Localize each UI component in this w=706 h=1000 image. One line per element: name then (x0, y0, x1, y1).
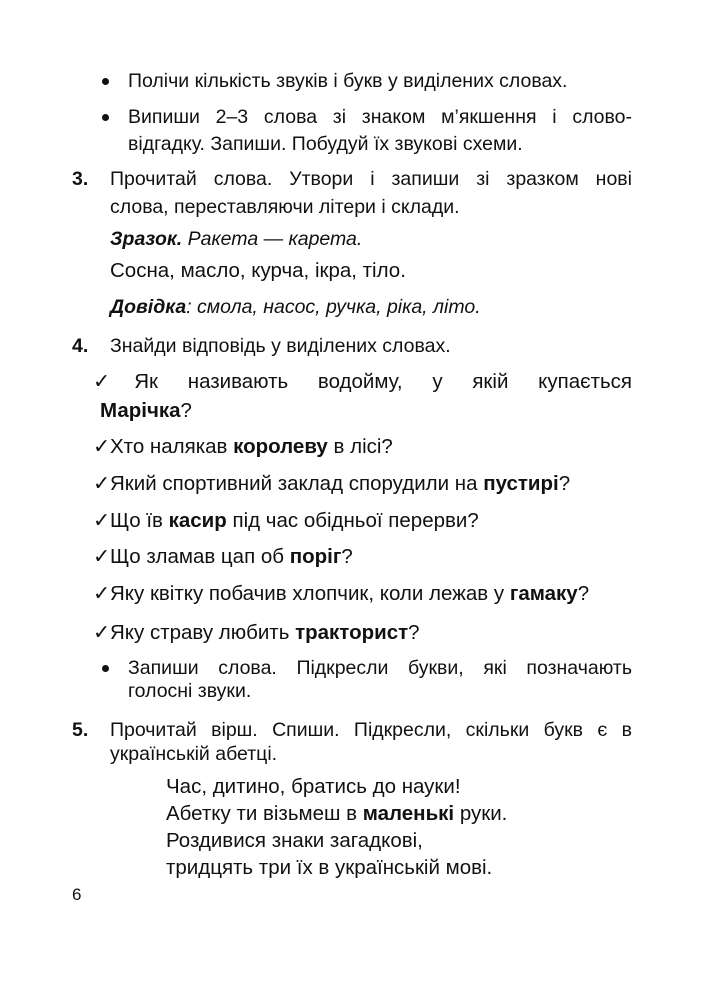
task-number-3: 3. (72, 168, 89, 190)
task4-bullet-line2: голосні звуки. (128, 680, 252, 702)
sample-label: Зразок. (110, 228, 183, 250)
bullet-marker (102, 665, 109, 672)
poem-line-3: Роздивися знаки загадкові, (166, 829, 423, 852)
task-number-4: 4. (72, 335, 89, 357)
highlighted-word: маленькі (362, 802, 455, 825)
highlighted-word: королеву (233, 435, 328, 458)
question-5: ✓Що зламав цап об поріг? (93, 543, 353, 571)
task4-bullet-line1: Запиши слова. Підкресли букви, які позначають (128, 657, 632, 679)
instruction-write-words-line1: Випиши 2–3 слова зі знаком м’якшення і слово- (128, 106, 632, 128)
task5-instruction-line1: Прочитай вірш. Спиши. Підкресли, скільки букв є в (110, 719, 632, 741)
highlighted-word: пустирі (483, 472, 559, 495)
question-1-line2: Марічка? (100, 399, 192, 422)
hint-text: : смола, насос, ручка, ріка, літо. (186, 296, 481, 318)
task3-words: Сосна, масло, курча, ікра, тіло. (110, 259, 406, 282)
task4-instruction: Знайди відповідь у виділених словах. (110, 335, 451, 357)
task3-sample (110, 226, 362, 253)
check-icon: ✓ (93, 472, 111, 495)
check-icon: ✓ (93, 370, 135, 393)
instruction-count-sounds: Полічи кількість звуків і букв у виділених словах. (128, 70, 568, 92)
question-7: ✓Яку страву любить тракторист? (93, 619, 420, 647)
check-icon: ✓ (93, 545, 111, 568)
instruction-write-words-line2: відгадку. Запиши. Побудуй їх звукові схеми. (128, 133, 523, 155)
page-number: 6 (72, 885, 82, 904)
question-1-line1: ✓Як називають водойму, у якій купається (93, 370, 632, 393)
sample-text: Ракета — карета. (182, 228, 363, 250)
task-number-5: 5. (72, 719, 89, 741)
poem-line-1: Час, дитино, братись до науки! (166, 775, 461, 798)
task3-instruction-line1: Прочитай слова. Утвори і запиши зі зразком нові (110, 168, 632, 190)
highlighted-word: тракторист (295, 621, 409, 644)
question-2: ✓Хто налякав королеву в лісі? (93, 433, 393, 461)
bullet-marker (102, 78, 109, 85)
check-icon: ✓ (93, 435, 111, 458)
question-4: ✓Що їв касир під час обідньої перерви? (93, 507, 479, 535)
check-icon: ✓ (93, 621, 111, 644)
poem-line-4: тридцять три їх в українській мові. (166, 856, 493, 879)
highlighted-word: касир (168, 509, 227, 532)
task5-instruction-line2: українській абетці. (110, 743, 278, 765)
highlighted-word: гамаку (509, 582, 578, 605)
task3-instruction-line2: слова, переставляючи літери і склади. (110, 196, 460, 218)
check-icon: ✓ (93, 509, 111, 532)
hint-label: Довідка (110, 296, 187, 318)
bullet-marker (102, 114, 109, 121)
poem-line-2: Абетку ти візьмеш в маленькі руки. (166, 802, 508, 825)
check-icon: ✓ (93, 582, 111, 605)
highlighted-word: Марічка (100, 399, 181, 422)
highlighted-word: поріг (289, 545, 342, 568)
question-6: ✓Яку квітку побачив хлопчик, коли лежав у гамаку? (93, 580, 589, 608)
question-3: ✓Який спортивний заклад спорудили на пустирі? (93, 470, 570, 498)
task3-hint (110, 294, 481, 321)
